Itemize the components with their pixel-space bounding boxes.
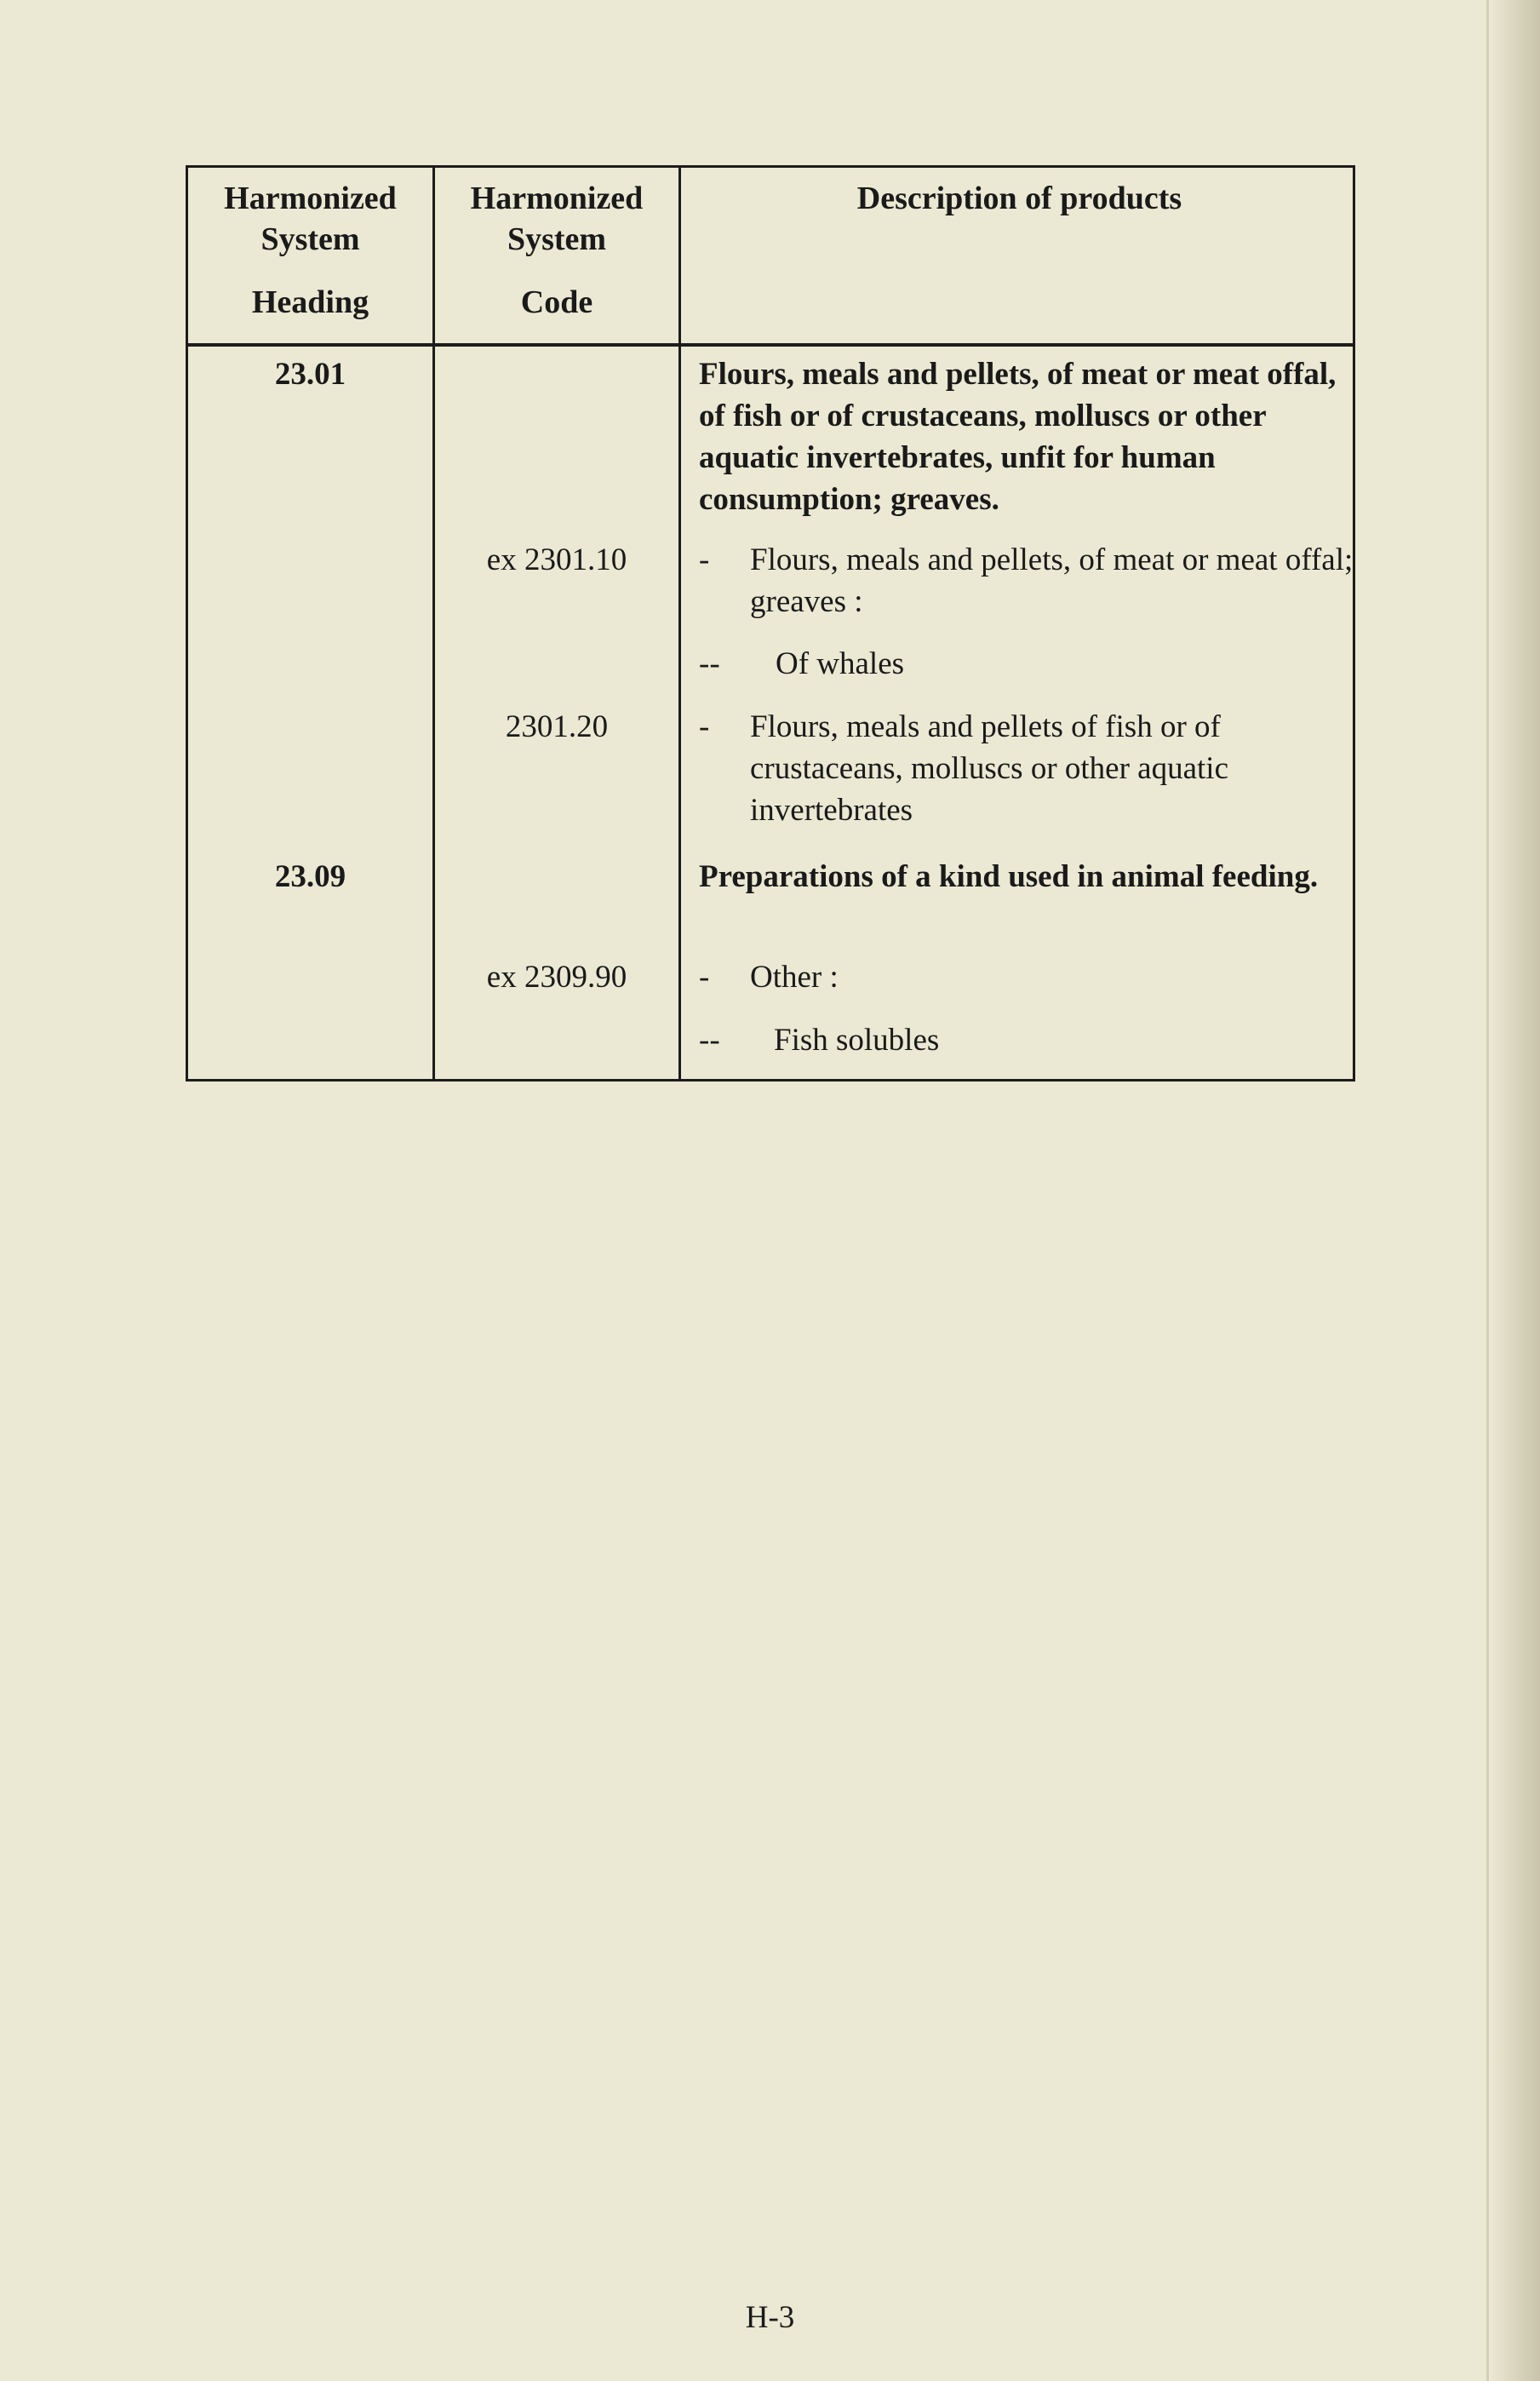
row-description [699,956,1354,998]
page-edge-shade [1489,0,1540,2381]
row-code: 2301.20 [505,709,609,744]
header-code-line: System [507,221,607,257]
row-description [699,1019,1354,1061]
header-code-line: Harmonized [470,181,644,216]
page-number: H-3 [745,2300,795,2335]
column-divider [678,168,681,1079]
header-heading-line: Heading [251,284,369,320]
header-heading [188,178,432,323]
hs-products-table [186,165,1355,1081]
row-description: Flours, meals and pellets, of meat or meat offal, of fish or of crustaceans, molluscs or other aquatic invertebrates, unfit for human consumption; greaves. [699,357,1337,517]
header-heading-line: Harmonized [224,181,397,216]
row-description [699,706,1354,831]
header-description-text: Description of products [856,181,1182,216]
row-description: Preparations of a kind used in animal feeding. [699,859,1319,894]
row-description-text: Fish solubles [774,1023,940,1058]
row-heading: 23.09 [274,859,346,894]
header-heading-line: System [260,221,360,257]
row-description-text: Flours, meals and pellets of fish or of crustaceans, molluscs or other aquatic invertebrates [750,709,1228,828]
header-code-line: Code [520,284,593,320]
row-description-text: Other : [750,960,839,995]
row-description-text: Of whales [776,646,905,681]
row-description-text: Flours, meals and pellets, of meat or meat offal; greaves : [750,542,1354,619]
header-description [681,178,1358,219]
dash-marker: - [699,960,710,995]
header-divider [188,343,1353,347]
row-heading: 23.01 [274,357,346,392]
row-description [699,643,1354,685]
dash-marker: -- [699,1023,720,1058]
header-code [435,178,678,323]
dash-marker: -- [699,646,720,681]
dash-marker: - [699,709,710,744]
row-description [699,539,1354,623]
row-code: ex 2301.10 [486,542,627,577]
row-code: ex 2309.90 [486,960,627,995]
dash-marker: - [699,542,710,577]
